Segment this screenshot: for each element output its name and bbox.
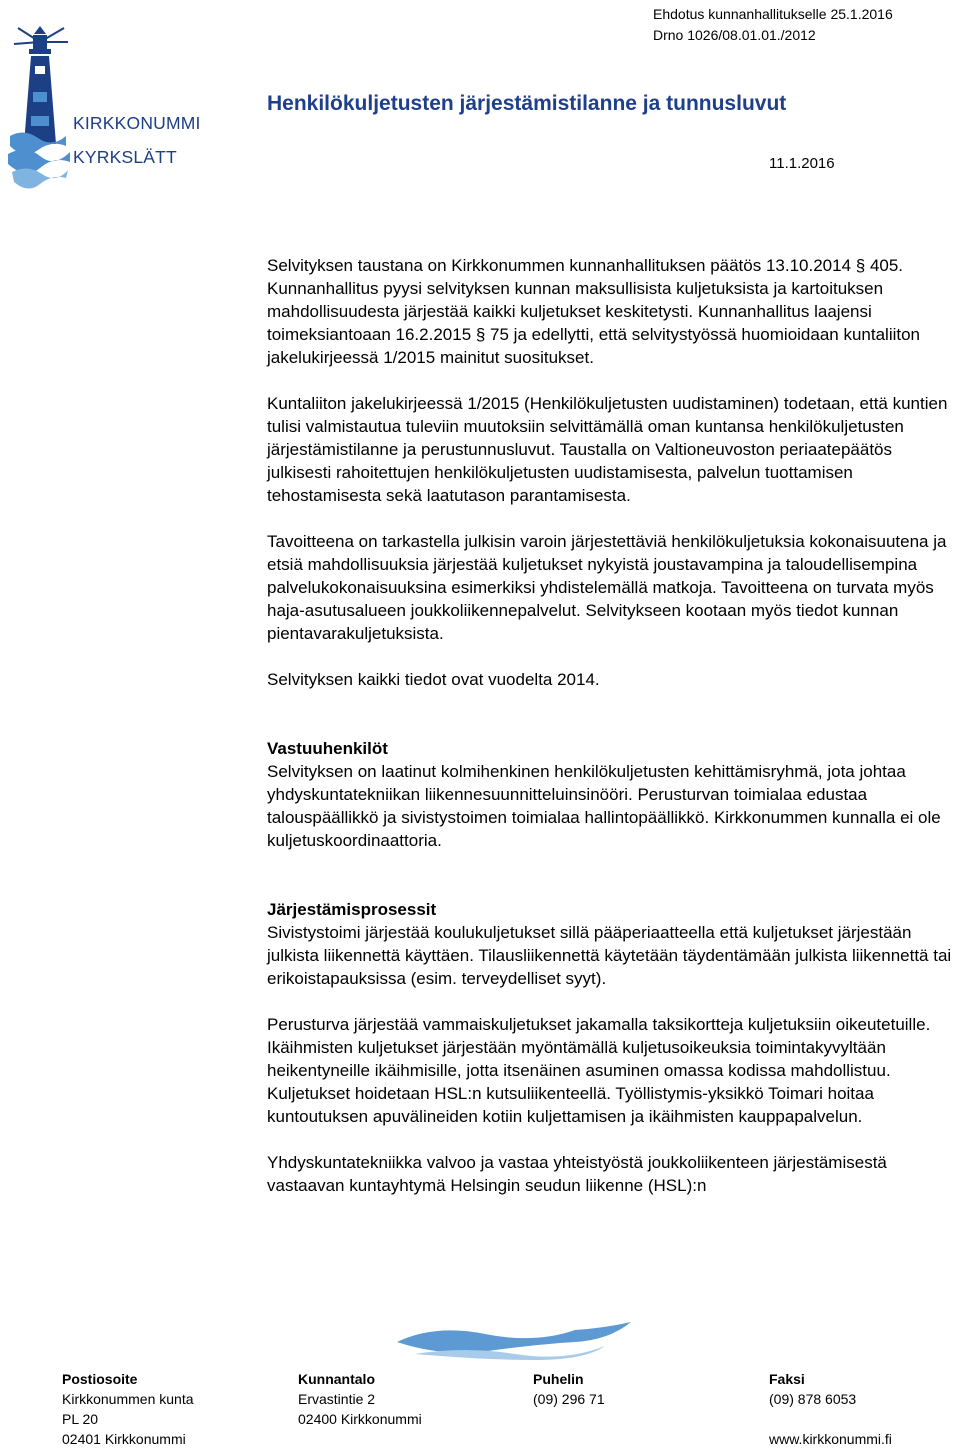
- footer-postal-line: Kirkkonummen kunta: [62, 1391, 194, 1407]
- logo-name-swedish: KYRKSLÄTT: [73, 147, 177, 167]
- proposal-line: Ehdotus kunnanhallitukselle 25.1.2016: [653, 6, 893, 22]
- footer-visiting-label: Kunnantalo: [298, 1371, 375, 1387]
- footer-fax: [769, 1369, 949, 1409]
- paragraph-goal: Tavoitteena on tarkastella julkisin varoin järjestettäviä henkilökuljetuksia kokonaisuutena ja etsiä mahdollisuuksia järjestää kuljetukset nykyistä joustavampina ja taloudellisempina palvelukokonaisuuksina esimerkiksi yhdistelemällä matkoja. Tavoitteena on turvata myös haja-asutusalueen joukkoliikennepalvelut. Selvitykseen kootaan myös tiedot kunnan pientavarakuljetuksista.: [267, 532, 947, 643]
- paragraph-responsible: Selvityksen on laatinut kolmihenkinen henkilökuljetusten kehittämisryhmä, jota johtaa yhdyskuntatekniikan liikennesuunnitteluinsinööri. Perusturvan toimialaa edustaa talouspäällikkö ja sivistystoimen toimialaa hallintopäällikkö. Kirkkonummen kunnalla ei ole kuljetuskoordinaattoria.: [267, 762, 941, 850]
- footer-website-link[interactable]: www.kirkkonummi.fi: [769, 1431, 892, 1447]
- paragraph-school-transport: Sivistystoimi järjestää koulukuljetukset sillä pääperiaatteella että kuljetukset järjestään julkista liikennettä käyttäen. Tilausliikennettä käytetään täydentämään julkista liikennettä tai erikoistapauksissa (esim. terveydelliset syyt).: [267, 923, 952, 988]
- section-heading-responsible: Vastuuhenkilöt: [267, 739, 388, 758]
- paragraph-public-transport: Yhdyskuntatekniikka valvoo ja vastaa yhteistyöstä joukkoliikenteen järjestämisestä vastaavan kuntayhtymä Helsingin seudun liikenne (HSL):n: [267, 1153, 887, 1195]
- footer-postal-address: [62, 1369, 194, 1449]
- footer-visiting-address: [298, 1369, 422, 1429]
- lighthouse-icon: [4, 4, 74, 189]
- paragraph-circular: Kuntaliiton jakelukirjeessä 1/2015 (Henkilökuljetusten uudistaminen) todetaan, että kuntien tulisi valmistautua tuleviin muutoksiin selvittämällä oman kuntansa henkilökuljetusten järjestämistilanne ja perustunnusluvut. Taustalla on Valtioneuvoston periaatepäätös julkisesti rahoitettujen henkilökuljetusten uudistamisesta, palvelun tuottamisen tehostamisesta sekä laatutason parantamisesta.: [267, 394, 948, 505]
- municipality-logo: [4, 4, 204, 194]
- document-reference: [653, 4, 893, 46]
- footer-visiting-line: Ervastintie 2: [298, 1391, 376, 1407]
- document-body: [267, 254, 957, 1197]
- footer-fax-value: (09) 878 6053: [769, 1391, 857, 1407]
- footer-postal-line: PL 20: [62, 1411, 99, 1427]
- footer-phone-value: (09) 296 71: [533, 1391, 605, 1407]
- drno-line: Drno 1026/08.01.01./2012: [653, 27, 816, 43]
- logo-name-finnish: KIRKKONUMMI: [73, 113, 201, 133]
- paragraph-social-transport: Perusturva järjestää vammaiskuljetukset jakamalla taksikortteja kuljetuksiin oikeutetuille. Ikäihmisten kuljetukset järjestään myöntämällä kuljetusoikeuksia toimintakyvyltään heikentyneille ikäihmisille, jotta itsenäinen asuminen omassa kodissa mahdollistuu. Kuljetukset hoidetaan HSL:n kutsuliikenteellä. Työllistymis-yksikkö Toimari hoitaa kuntoutuksen apuvälineiden kotiin kuljettamisen ja ikäihmisten kauppapalvelun.: [267, 1015, 931, 1126]
- page-title: Henkilökuljetusten järjestämistilanne ja tunnusluvut: [267, 92, 787, 115]
- footer-phone-label: Puhelin: [533, 1371, 584, 1387]
- footer-postal-label: Postiosoite: [62, 1371, 138, 1387]
- footer-visiting-line: 02400 Kirkkonummi: [298, 1411, 422, 1427]
- wave-decoration-icon: [395, 1320, 635, 1364]
- document-date: 11.1.2016: [769, 155, 835, 172]
- section-heading-process: Järjestämisprosessit: [267, 900, 437, 919]
- paragraph-year: Selvityksen kaikki tiedot ovat vuodelta 2014.: [267, 670, 600, 689]
- paragraph-background: Selvityksen taustana on Kirkkonummen kunnanhallituksen päätös 13.10.2014 § 405. Kunnanhallitus pyysi selvityksen kunnan maksullisista kuljetuksista ja kartoituksen mahdollisuudesta järjestää kaikki kuljetukset keskitetysti. Kunnanhallitus laajensi toimeksiantoaan 16.2.2015 § 75 ja edellytti, että selvitystyössä huomioidaan kuntaliiton jakelukirjeessä 1/2015 mainitut suositukset.: [267, 256, 921, 367]
- footer-postal-line: 02401 Kirkkonummi: [62, 1431, 186, 1447]
- footer-fax-label: Faksi: [769, 1371, 805, 1387]
- footer-phone: [533, 1369, 605, 1409]
